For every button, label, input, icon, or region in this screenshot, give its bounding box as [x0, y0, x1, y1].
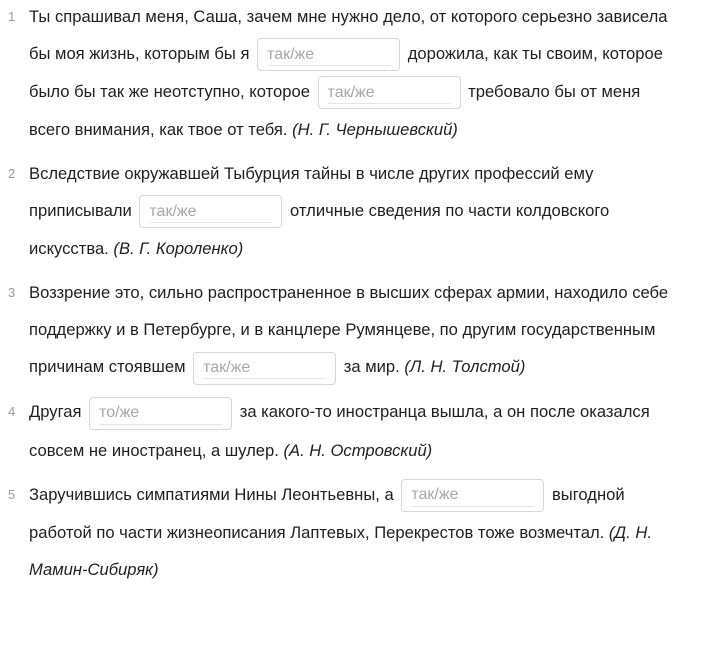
answer-input[interactable]: [89, 397, 232, 430]
author-citation: (В. Г. Короленко): [113, 239, 244, 259]
gap-wrapper: [86, 395, 235, 432]
gap-wrapper: [190, 349, 339, 386]
exercise-item-5: [0, 476, 703, 588]
sentence-text: за мир.: [343, 357, 400, 377]
sentence-text: Вследствие окружавшей Тыбурция тайны в числе других профессий ему приписывали: [29, 164, 594, 221]
sentence-text: выгодной работой по части жизнеописания Лаптевых, Перекрестов тоже возмечтал.: [29, 484, 625, 542]
gap-wrapper: [254, 36, 403, 73]
sentence-text: за какого-то иностранца вышла, а он после оказался совсем не иностранец, а шулер.: [29, 402, 650, 460]
sentence-text: требовало бы от меня всего внимания, как твое от тебя.: [29, 82, 641, 140]
gap-wrapper: [398, 477, 547, 514]
answer-input[interactable]: [257, 38, 400, 71]
gap-wrapper: [315, 74, 464, 111]
answer-input[interactable]: [139, 195, 282, 228]
answer-input[interactable]: [401, 479, 544, 512]
sentence-text: Воззрение это, сильно распространенное в высших сферах армии, находило себе поддержку и в Петербурге, и в канцлере Румянцеве, по другим государственным причинам стоявшем: [29, 283, 669, 377]
exercise-item-4: [0, 393, 703, 468]
exercise-number: 2: [8, 166, 16, 182]
exercise-number: 5: [8, 486, 16, 502]
sentence-text: Другая: [29, 402, 82, 422]
sentence-text: дорожила, как ты своим, которое было бы так же неотступно, которое: [29, 44, 663, 102]
gap-wrapper: [136, 193, 285, 230]
sentence-text: Заручившись симпатиями Нины Леонтьевны, а: [29, 484, 394, 504]
author-citation: (Л. Н. Толстой): [404, 357, 526, 377]
sentence-text: Ты спрашивал меня, Саша, зачем мне нужно дело, от которого серьезно зависела бы моя жизнь, которым бы я: [29, 7, 668, 63]
author-citation: (Д. Н. Мамин-Сибиряк): [29, 522, 652, 579]
exercise-number: 4: [8, 404, 16, 420]
answer-input[interactable]: [318, 76, 461, 109]
exercise-number: 3: [8, 285, 16, 301]
exercise-item-3: [0, 274, 703, 386]
exercise-item-1: [0, 0, 703, 148]
exercise-number: 1: [8, 9, 16, 24]
author-citation: (Н. Г. Чернышевский): [292, 120, 458, 140]
answer-input[interactable]: [193, 352, 336, 385]
exercise-item-2: [0, 155, 703, 267]
author-citation: (А. Н. Островский): [283, 440, 433, 460]
sentence-text: отличные сведения по части колдовского искусства.: [29, 201, 610, 259]
